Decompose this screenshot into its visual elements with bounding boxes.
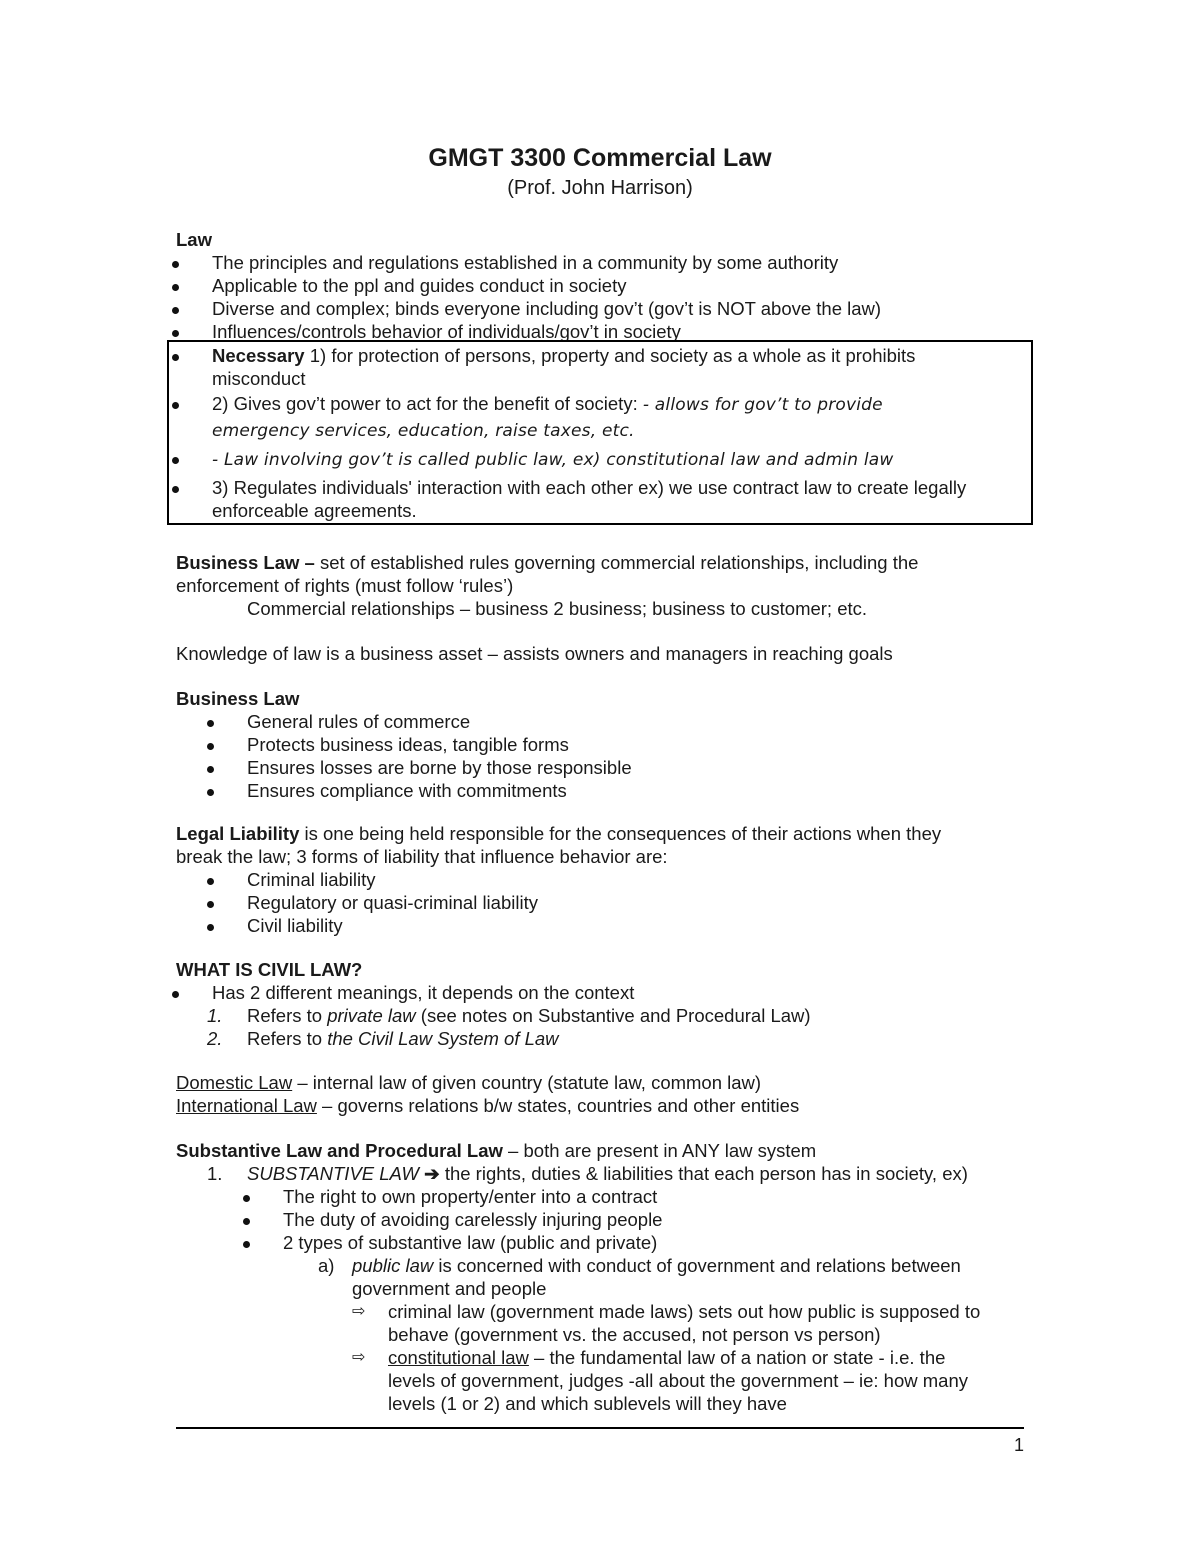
bullet-icon xyxy=(207,766,214,773)
bullet-icon xyxy=(172,307,179,314)
numbered-item: 1. Refers to private law (see notes on Substantive and Procedural Law) xyxy=(207,1005,811,1026)
civil-law-section xyxy=(176,958,1036,1050)
page-number: 1 xyxy=(1013,1435,1024,1455)
arrow-item: ⇨ criminal law (government made laws) sets out how public is supposed to xyxy=(352,1301,981,1322)
document-title: GMGT 3300 Commercial Law xyxy=(428,144,772,172)
necessary-list xyxy=(176,344,1036,522)
knowledge-statement: Knowledge of law is a business asset – assists owners and managers in reaching goals xyxy=(176,643,893,664)
numbered-item: 1. SUBSTANTIVE LAW ➔ the rights, duties & liabilities that each person has in society, ex) xyxy=(207,1163,968,1184)
bullet-icon xyxy=(172,486,179,493)
list-item: Ensures compliance with commitments xyxy=(176,779,1036,802)
list-item: Influences/controls behavior of individuals/gov’t in society xyxy=(176,320,1036,343)
list-item: Necessary 1) for protection of persons, property and society as a whole as it prohibits xyxy=(176,344,1036,367)
bullet-icon xyxy=(207,789,214,796)
law-heading: Law xyxy=(176,229,212,250)
bullet-icon xyxy=(172,284,179,291)
list-item: Has 2 different meanings, it depends on the context xyxy=(176,981,1036,1004)
civil-law-heading: WHAT IS CIVIL LAW? xyxy=(176,959,363,980)
bullet-icon xyxy=(172,354,179,361)
bullet-icon xyxy=(243,1218,250,1225)
list-item: The principles and regulations established in a community by some authority xyxy=(176,251,1036,274)
outline-arrow-icon: ⇨ xyxy=(352,1349,366,1366)
list-item: Protects business ideas, tangible forms xyxy=(176,733,1036,756)
list-item: Civil liability xyxy=(176,914,1036,937)
international-law-term: International Law xyxy=(176,1095,317,1116)
bullet-icon xyxy=(207,878,214,885)
list-item: 2 types of substantive law (public and private) xyxy=(176,1231,1036,1254)
business-law-definition: Business Law – set of established rules governing commercial relationships, including the enforcement of rights (must follow ‘rules’) Commercial relationships – business 2 business; business to customer; etc. xyxy=(176,551,1036,620)
legal-liability-section: Legal Liability is one being held responsible for the consequences of their actions when they break the law; 3 forms of liability that influence behavior are: Criminal liability Regulatory or quasi-criminal liability Civil liability xyxy=(176,822,1036,937)
substantive-section: Substantive Law and Procedural Law – both are present in ANY law system 1. SUBSTANTIVE LAW ➔ the rights, duties & liabilities that each person has in society, ex) The right to own property/enter into a contract The duty of avoiding carelessly injuring people 2 types of substantive law (public and private) a) public law is concerned with conduct of government and relations between government and people ⇨ criminal law (government made laws) sets out how public is supposed to behave (government vs. the accused, not person vs person) ⇨ constitutional law – the fundamental law of a nation or state - i.e. the levels of government, judges -all about the government – ie: how many levels (1 or 2) and which sublevels will they have xyxy=(176,1139,1036,1415)
list-item-continuation: misconduct xyxy=(212,368,306,389)
list-item-continuation: enforceable agreements. xyxy=(212,500,417,521)
domestic-international: Domestic Law – internal law of given country (statute law, common law) International Law – governs relations b/w states, countries and other entities xyxy=(176,1072,800,1116)
bullet-icon xyxy=(243,1195,250,1202)
list-item: Applicable to the ppl and guides conduct in society xyxy=(176,274,1036,297)
bullet-icon xyxy=(207,743,214,750)
footer-rule xyxy=(176,1427,1024,1429)
numbered-item: 2. Refers to the Civil Law System of Law xyxy=(207,1028,559,1049)
bullet-icon xyxy=(172,991,179,998)
list-item: 2) Gives gov’t power to act for the benefit of society: - allows for gov’t to provide xyxy=(176,392,1036,417)
list-item: Criminal liability xyxy=(176,868,1036,891)
commercial-relationships: Commercial relationships – business 2 business; business to customer; etc. xyxy=(247,598,868,619)
bullet-icon xyxy=(172,261,179,268)
business-law-section xyxy=(176,687,1036,802)
list-item: Regulatory or quasi-criminal liability xyxy=(176,891,1036,914)
right-arrow-icon: ➔ xyxy=(424,1163,440,1184)
outline-arrow-icon: ⇨ xyxy=(352,1303,366,1320)
bullet-icon xyxy=(207,720,214,727)
list-item: Diverse and complex; binds everyone including gov’t (gov’t is NOT above the law) xyxy=(176,297,1036,320)
law-section xyxy=(176,228,1036,343)
list-item: - Law involving gov’t is called public law, ex) constitutional law and admin law xyxy=(176,446,1036,473)
handwritten-note: emergency services, education, raise taxes, etc. xyxy=(212,421,635,441)
list-item: The right to own property/enter into a contract xyxy=(176,1185,1036,1208)
list-item: General rules of commerce xyxy=(176,710,1036,733)
arrow-item: ⇨ constitutional law – the fundamental law of a nation or state - i.e. the xyxy=(352,1347,946,1368)
bullet-icon xyxy=(172,402,179,409)
list-item: 3) Regulates individuals' interaction with each other ex) we use contract law to create legally xyxy=(176,476,1036,499)
lettered-item: a) public law is concerned with conduct of government and relations between xyxy=(318,1255,961,1276)
document-subtitle: (Prof. John Harrison) xyxy=(507,177,693,199)
bullet-icon xyxy=(172,330,179,337)
bullet-icon xyxy=(207,924,214,931)
business-law-heading: Business Law xyxy=(176,688,300,709)
domestic-law-term: Domestic Law xyxy=(176,1072,293,1093)
bullet-icon xyxy=(207,901,214,908)
bullet-icon xyxy=(172,457,179,464)
list-item: The duty of avoiding carelessly injuring people xyxy=(176,1208,1036,1231)
list-item: Ensures losses are borne by those responsible xyxy=(176,756,1036,779)
bullet-icon xyxy=(243,1241,250,1248)
